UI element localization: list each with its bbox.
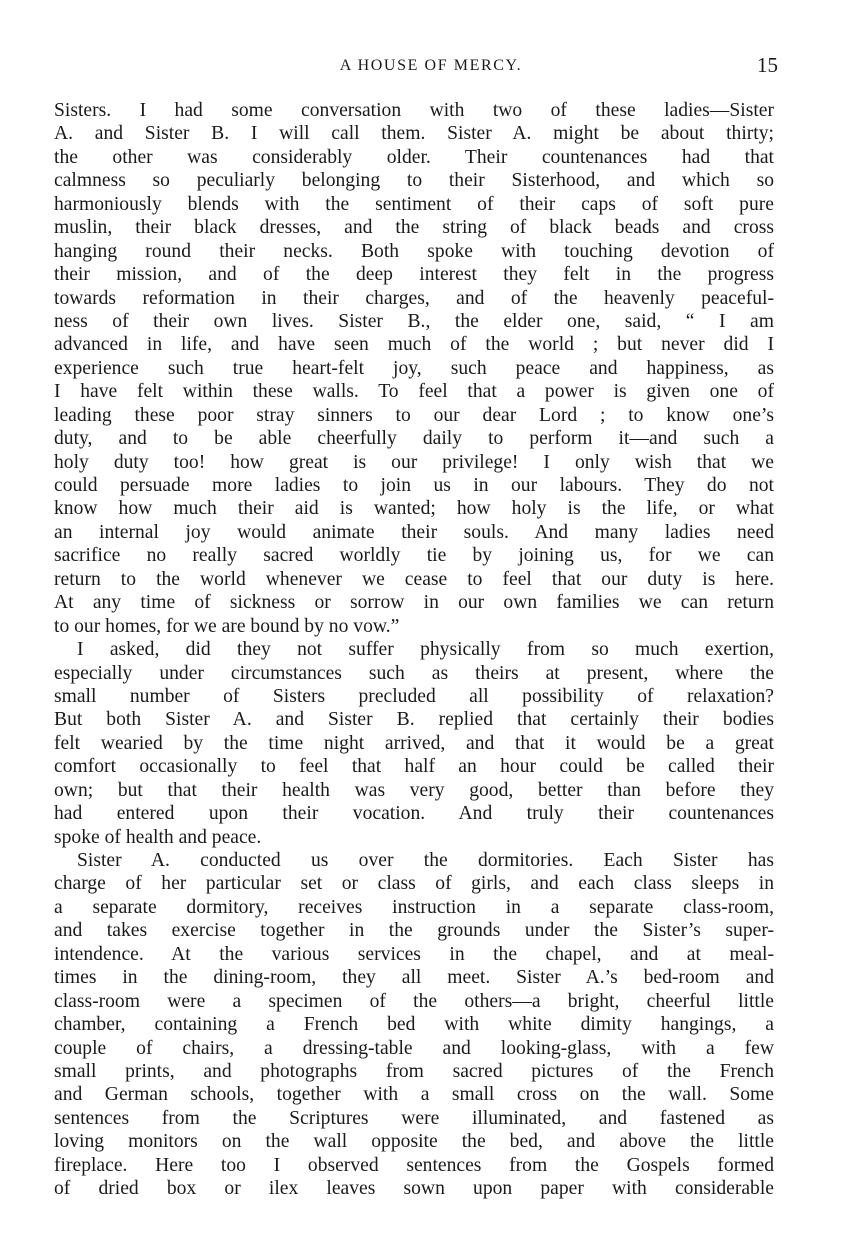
text-line: But both Sister A. and Sister B. replied that certainly their bodies [54,709,774,731]
text-line: comfort occasionally to feel that half an hour could be called their [54,756,774,778]
text-line: and German schools, together with a small cross on the wall. Some [54,1084,774,1106]
text-line: small number of Sisters precluded all possibility of relaxation? [54,685,774,707]
text-line: especially under circumstances such as theirs at present, where the [54,662,774,684]
text-line: towards reformation in their charges, and of the heavenly peaceful- [54,287,774,309]
body-text [54,99,774,1201]
page-header [54,53,778,83]
text-line: At any time of sickness or sorrow in our own families we can return [54,592,774,614]
text-line: holy duty too! how great is our privilege! I only wish that we [54,451,774,473]
text-line: loving monitors on the wall opposite the bed, and above the little [54,1131,774,1153]
text-line: class-room were a specimen of the others—a bright, cheerful little [54,990,774,1012]
page-number: 15 [757,53,778,77]
text-line: had entered upon their vocation. And truly their countenances [54,803,774,825]
text-line: harmoniously blends with the sentiment of their caps of soft pure [54,193,774,215]
running-head: A HOUSE OF MERCY. [339,57,523,74]
text-line: experience such true heart-felt joy, such peace and happiness, as [54,357,774,379]
text-line: felt wearied by the time night arrived, and that it would be a great [54,732,774,754]
text-line: I asked, did they not suffer physically from so much exertion, [77,639,774,661]
text-line: intendence. At the various services in the chapel, and at meal- [54,943,774,965]
text-line: leading these poor stray sinners to our dear Lord ; to know one’s [54,404,774,426]
text-line: an internal joy would animate their souls. And many ladies need [54,521,774,543]
text-line: muslin, their black dresses, and the string of black beads and cross [54,217,774,239]
text-line: sentences from the Scriptures were illuminated, and fastened as [54,1107,774,1129]
text-line: and takes exercise together in the grounds under the Sister’s super- [54,920,774,942]
text-line: to our homes, for we are bound by no vow.” [54,615,400,637]
text-line: know how much their aid is wanted; how holy is the life, or what [54,498,774,520]
text-line: sacrifice no really sacred worldly tie by joining us, for we can [54,545,774,567]
text-line: charge of her particular set or class of girls, and each class sleeps in [54,873,774,895]
text-line: their mission, and of the deep interest they felt in the progress [54,264,774,286]
text-line: the other was considerably older. Their countenances had that [54,146,774,168]
text-line: chamber, containing a French bed with white dimity hangings, a [54,1014,774,1036]
text-line: I have felt within these walls. To feel that a power is given one of [54,381,774,403]
text-line: could persuade more ladies to join us in our labours. They do not [54,475,774,496]
text-line: small prints, and photographs from sacred pictures of the French [54,1060,774,1082]
text-line: Sister A. conducted us over the dormitories. Each Sister has [77,850,774,871]
text-line: times in the dining-room, they all meet. Sister A.’s bed-room and [54,967,774,989]
text-line: calmness so peculiarly belonging to their Sisterhood, and which so [54,170,774,192]
text-line: return to the world whenever we cease to feel that our duty is here. [54,568,774,590]
text-line: advanced in life, and have seen much of the world ; but never did I [54,334,774,356]
text-line: ness of their own lives. Sister B., the elder one, said, “ I am [54,310,774,332]
text-line: fireplace. Here too I observed sentences from the Gospels formed [54,1154,774,1176]
text-line: spoke of health and peace. [54,826,262,848]
text-line: own; but that their health was very good, better than before they [54,779,774,801]
text-line: of dried box or ilex leaves sown upon paper with considerable [54,1178,774,1200]
text-line: a separate dormitory, receives instruction in a separate class-room, [54,896,774,918]
text-line: hanging round their necks. Both spoke with touching devotion of [54,240,774,262]
text-line: duty, and to be able cheerfully daily to perform it—and such a [54,428,774,450]
text-line: couple of chairs, a dressing-table and looking-glass, with a few [54,1037,774,1059]
text-line: A. and Sister B. I will call them. Sister A. might be about thirty; [54,123,774,145]
text-line: Sisters. I had some conversation with two of these ladies—Sister [54,100,774,121]
